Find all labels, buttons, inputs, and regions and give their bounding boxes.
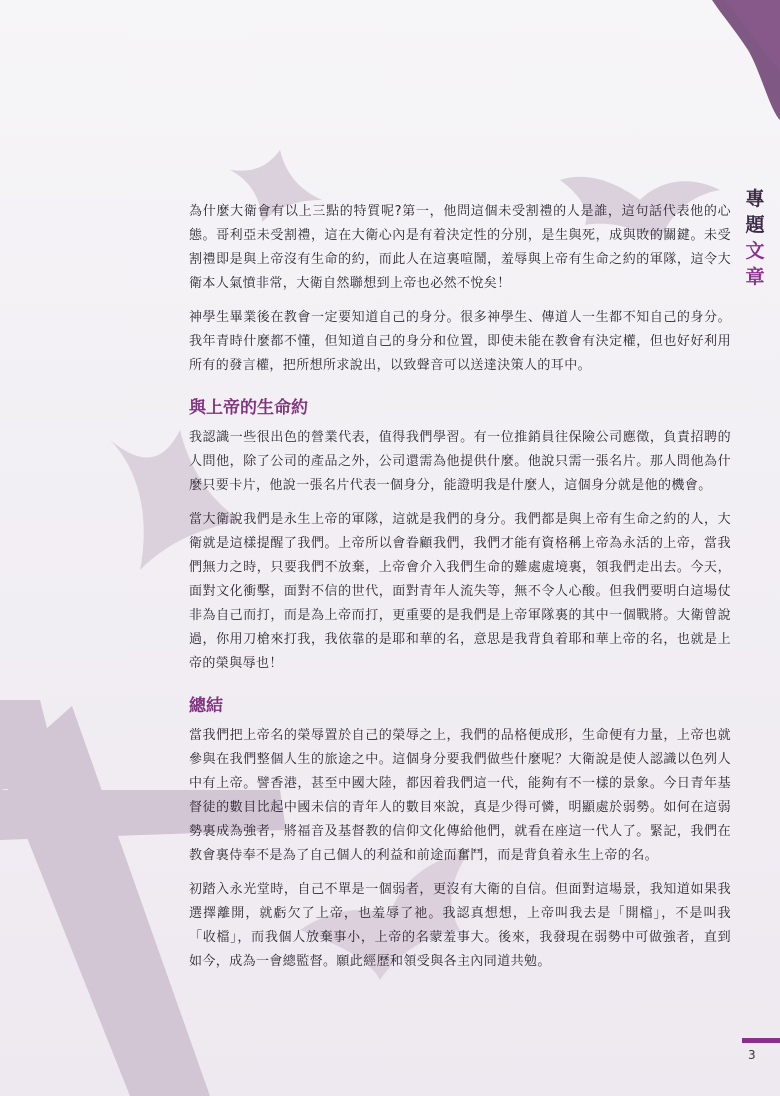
section-label — [740, 186, 770, 290]
paragraph: 為什麼大衛會有以上三點的特質呢?第一，他問這個未受割禮的人是誰，這句話代表他的心態。哥利亞未受割禮，這在大衛心內是有着決定性的分別，是生與死，成與敗的關鍵。未受割禮即是與上帝沒有生命的約，而此人在這裏喧鬧，羞辱與上帝有生命之約的軍隊，這令大衛本人氣憤非常，大衛自然聯想到上帝也必然不悅矣！ — [189, 204, 731, 291]
paragraph: 初踏入永光堂時，自己不單是一個弱者，更沒有大衛的自信。但面對這場景，我知道如果我選擇離開，就虧欠了上帝，也羞辱了祂。我認真想想，上帝叫我去是「開檔」，不是叫我「收檔」，而我個人放棄事小，上帝的名蒙羞事大。後來，我發現在弱勢中可做強者，直到如今，成為一會總監督。願此經歷和領受與各主內同道共勉。 — [189, 882, 731, 969]
section-heading: 與上帝的生命約 — [189, 398, 308, 418]
section-label-line2: 文章 — [745, 240, 765, 288]
section-label-line1: 專題 — [745, 188, 765, 236]
paragraph: 神學生畢業後在教會一定要知道自己的身分。很多神學生、傳道人一生都不知自己的身分。我年青時什麼都不懂，但知道自己的身分和位置，即使未能在教會有決定權，但也好好利用所有的發言權，把所想所求說出，以致聲音可以送達決策人的耳中。 — [189, 310, 731, 373]
page-number: 3 — [748, 1048, 756, 1062]
page-number-bar — [742, 1038, 780, 1043]
paragraph: 當我們把上帝名的榮辱置於自己的榮辱之上，我們的品格便成形，生命便有力量，上帝也就參與在我們整個人生的旅途之中。這個身分要我們做些什麼呢？大衛說是使人認識以色列人中有上帝。譬香港，甚至中國大陸，都因着我們這一代，能夠有不一樣的景象。今日青年基督徒的數目比起中國未信的青年人的數目來說，真是少得可憐，明顯處於弱勢。如何在這弱勢裏成為強者，將福音及基督教的信仰文化傳給他們，就看在座這一代人了。緊記，我們在教會裏侍奉不是為了自己個人的利益和前途而奮鬥，而是背負着永生上帝的名。 — [189, 728, 731, 863]
paragraph: 當大衛說我們是永生上帝的軍隊，這就是我們的身分。我們都是與上帝有生命之約的人，大衛就是這樣提醒了我們。上帝所以會眷顧我們，我們才能有資格稱上帝為永活的上帝，當我們無力之時，只要我們不放棄，上帝會介入我們生命的難處處境裏，領我們走出去。今天，面對文化衝擊，面對不信的世代，面對青年人流失等，無不令人心酸。但我們要明白這場仗非為自己而打，而是為上帝而打，更重要的是我們是上帝軍隊裏的其中一個戰將。大衛曾說過，你用刀槍來打我，我依靠的是耶和華的名，意思是我背負着耶和華上帝的名，也就是上帝的榮與辱也！ — [189, 512, 731, 671]
paragraph: 我認識一些很出色的營業代表，值得我們學習。有一位推銷員往保險公司應徵，負責招聘的人問他，除了公司的產品之外，公司還需為他提供什麼。他說只需一張名片。那人問他為什麼只要卡片，他說一張名片代表一個身分，能證明我是什麼人，這個身分就是他的機會。 — [189, 430, 731, 493]
article-body — [189, 200, 731, 984]
section-heading: 總結 — [189, 696, 223, 716]
